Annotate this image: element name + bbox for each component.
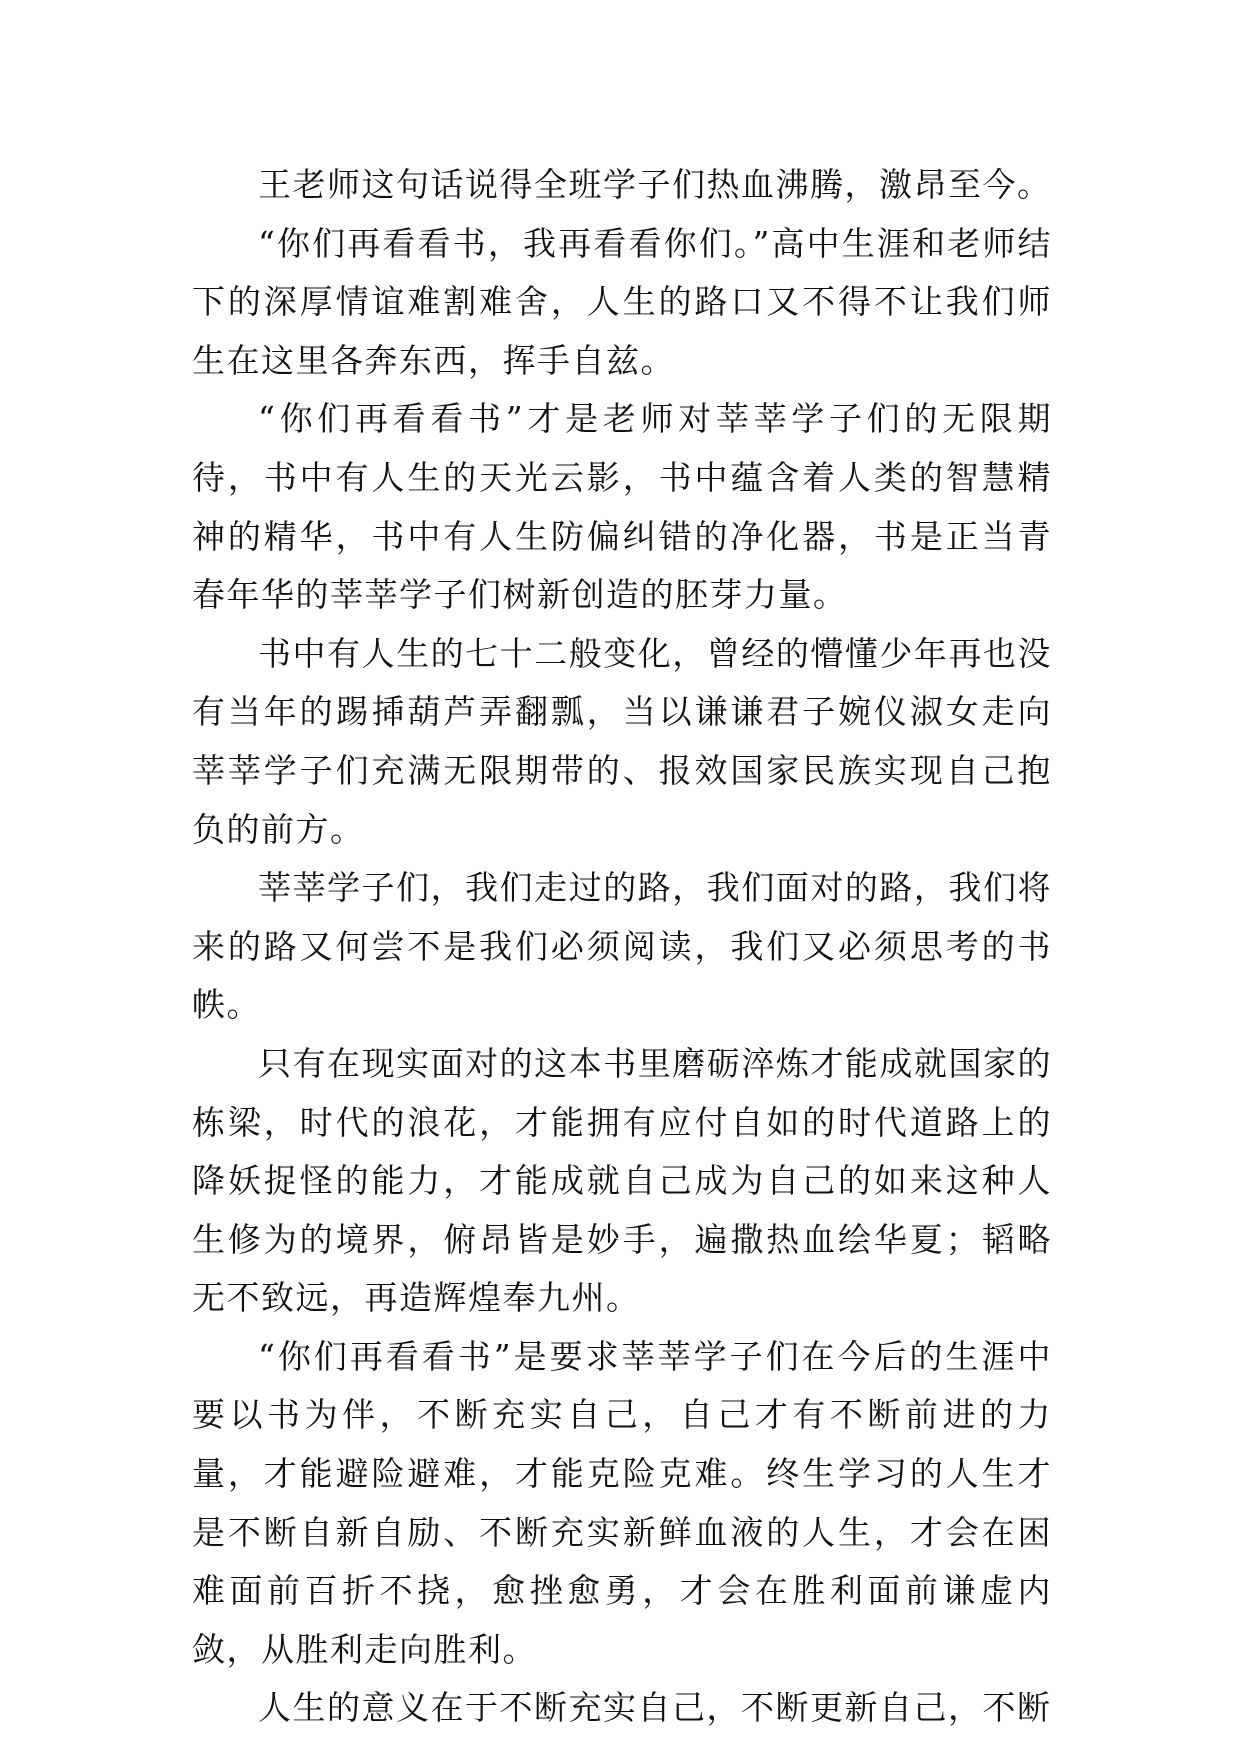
paragraph: 莘莘学子们，我们走过的路，我们面对的路，我们将来的路又何尝不是我们必须阅读，我们又必须思考的书帙。 [192, 868, 1052, 1025]
document-body [192, 156, 1052, 1738]
paragraph: “你们再看看书，我再看看你们。”高中生涯和老师结下的深厚情谊难割难舍，人生的路口又不得不让我们师生在这里各奔东西，挥手自兹。 [192, 223, 1052, 380]
paragraph: “你们再看看书”是要求莘莘学子们在今后的生涯中要以书为伴，不断充实自己，自己才有不断前进的力量，才能避险避难，才能克险克难。终生学习的人生才是不断自新自励、不断充实新鲜血液的人生，才会在困难面前百折不挠，愈挫愈勇，才会在胜利面前谦虚内敛，从胜利走向胜利。 [192, 1336, 1052, 1669]
paragraph: 书中有人生的七十二般变化，曾经的懵懂少年再也没有当年的踢揷葫芦弄翻瓢，当以谦谦君子婉仪淑女走向莘莘学子们充满无限期带的、报效国家民族实现自己抱负的前方。 [192, 633, 1052, 849]
paragraph: “你们再看看书”才是老师对莘莘学子们的无限期待，书中有人生的天光云影，书中蕴含着人类的智慧精神的精华，书中有人生防偏纠错的净化器，书是正当青春年华的莘莘学子们树新创造的胚芽力量。 [192, 399, 1052, 615]
paragraph: 王老师这句话说得全班学子们热血沸腾，激昂至今。 [258, 165, 1052, 204]
paragraph: 只有在现实面对的这本书里磨砺淬炼才能成就国家的栋梁，时代的浪花，才能拥有应付自如的时代道路上的降妖捉怪的能力，才能成就自己成为自己的如来这种人生修为的境界，俯昂皆是妙手，遍撒热血绘华夏；韬略无不致远，再造辉煌奉九州。 [192, 1043, 1052, 1318]
paragraph: 人生的意义在于不断充实自己，不断更新自己，不断 [258, 1688, 1052, 1728]
